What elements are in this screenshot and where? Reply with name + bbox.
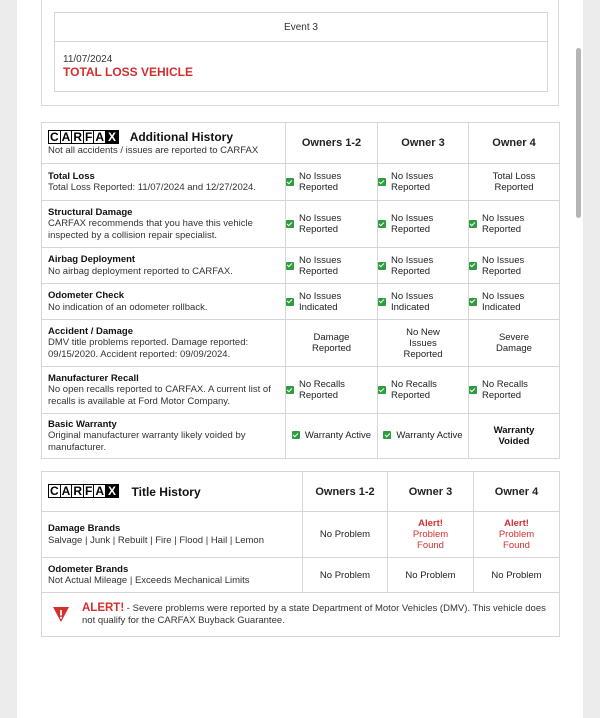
history-cell-text: Total Loss Reported	[492, 171, 536, 193]
history-cell	[378, 367, 469, 414]
history-row-desc: No indication of an odometer rollback.	[48, 301, 208, 313]
alert-label: Alert!	[504, 518, 529, 529]
history-cell	[469, 367, 560, 414]
history-cell	[378, 248, 469, 284]
history-cell	[286, 164, 378, 201]
check-icon	[378, 298, 386, 306]
title-row-title: Odometer Brands	[48, 563, 129, 575]
column-header-owner-4: Owner 4	[469, 123, 560, 164]
history-row	[42, 284, 560, 320]
title-column-owner-4: Owner 4	[474, 472, 560, 512]
history-cell-text: Warranty Active	[396, 429, 463, 441]
title-cell	[303, 558, 388, 593]
check-icon	[469, 386, 477, 394]
scrollbar[interactable]	[576, 48, 581, 218]
title-cell	[388, 558, 474, 593]
history-cell-text: No Issues Reported	[482, 213, 525, 235]
check-icon	[286, 262, 294, 270]
history-row-desc: Total Loss Reported: 11/07/2024 and 12/27/2024.	[48, 182, 256, 193]
title-cell-alert	[474, 512, 560, 558]
history-cell	[378, 414, 469, 459]
event-box	[54, 12, 548, 92]
history-cell-text: Damage Reported	[311, 332, 352, 354]
history-row-title: Accident / Damage	[48, 325, 133, 337]
check-icon	[383, 431, 391, 439]
history-cell-text: Warranty Active	[304, 429, 372, 441]
history-row-title: Structural Damage	[48, 206, 133, 218]
title-cell-text: Problem Found	[498, 529, 535, 551]
history-cell-text: Severe Damage	[496, 332, 532, 354]
history-cell	[378, 164, 469, 201]
history-row	[42, 320, 560, 367]
title-history-header	[42, 472, 303, 512]
event-label: TOTAL LOSS VEHICLE	[63, 65, 194, 79]
title-column-owners-1-2: Owners 1-2	[303, 472, 388, 512]
history-row-title: Manufacturer Recall	[48, 372, 139, 384]
history-cell-text: No Issues Reported	[299, 254, 342, 277]
history-cell	[469, 164, 560, 201]
history-cell	[286, 284, 378, 320]
check-icon	[292, 431, 300, 439]
history-row-title: Total Loss	[48, 170, 95, 182]
title-row-title: Damage Brands	[48, 523, 121, 534]
event-card	[41, 0, 559, 106]
title-cell-text: Problem Found	[412, 529, 449, 551]
check-icon	[469, 298, 477, 306]
history-row-label	[42, 320, 286, 367]
title-cell	[474, 558, 560, 593]
history-row	[42, 201, 560, 248]
history-cell-text: No Issues Reported	[299, 171, 342, 193]
history-row-label	[42, 164, 286, 201]
history-row	[42, 164, 560, 201]
additional-history-header	[42, 123, 286, 164]
history-row-label	[42, 414, 286, 459]
check-icon	[286, 386, 294, 394]
history-row-label	[42, 201, 286, 248]
history-row-desc: DMV title problems reported. Damage reported: 09/15/2020. Accident reported: 09/09/2024.	[48, 337, 249, 360]
event-date: 11/07/2024	[63, 54, 113, 65]
history-row-desc: No airbag deployment reported to CARFAX.	[48, 265, 233, 277]
history-cell-text: No Recalls Reported	[299, 379, 345, 401]
report-page	[17, 0, 583, 718]
history-row-label	[42, 367, 286, 414]
title-column-owner-3: Owner 3	[388, 472, 474, 512]
history-cell-text: No Issues Indicated	[299, 290, 342, 313]
history-cell	[469, 248, 560, 284]
history-row-label	[42, 248, 286, 284]
check-icon	[286, 298, 294, 306]
check-icon	[378, 386, 386, 394]
history-cell-text: Warranty Voided	[493, 425, 535, 447]
history-cell	[378, 284, 469, 320]
check-icon	[286, 220, 294, 228]
title-cell	[303, 512, 388, 558]
column-header-owner-3: Owner 3	[378, 123, 469, 164]
check-icon	[378, 220, 386, 228]
history-row-title: Airbag Deployment	[48, 254, 136, 265]
title-row	[42, 512, 560, 558]
history-cell	[378, 201, 469, 248]
additional-history-title: Additional History	[129, 130, 234, 144]
dmv-alert	[42, 593, 560, 637]
check-icon	[469, 220, 477, 228]
title-cell-text: No Problem	[319, 569, 371, 581]
history-cell	[469, 320, 560, 367]
check-icon	[378, 262, 386, 270]
warning-triangle-icon	[52, 606, 70, 623]
history-cell-text: No Issues Reported	[391, 171, 434, 193]
history-cell-text: No Issues Reported	[299, 213, 342, 235]
carfax-logo: C A R F A X	[48, 484, 119, 498]
title-history-title: Title History	[131, 484, 201, 499]
history-row-title: Odometer Check	[48, 290, 125, 301]
check-icon	[378, 178, 386, 186]
title-cell-alert	[388, 512, 474, 558]
history-cell-text: No Issues Indicated	[482, 290, 525, 313]
column-header-owners-1-2: Owners 1-2	[286, 123, 378, 164]
history-cell	[286, 320, 378, 367]
history-cell	[469, 201, 560, 248]
dmv-alert-text: ALERT! - Severe problems were reported by a state Department of Motor Vehicles (DMV). This vehicle does not qualify for the CARFAX Buyback Guarantee.	[82, 602, 546, 626]
title-row-label	[42, 512, 303, 558]
history-row-title: Basic Warranty	[48, 418, 117, 430]
title-history-table	[41, 471, 560, 637]
history-cell-text: No Issues Indicated	[391, 290, 434, 313]
history-cell	[286, 367, 378, 414]
history-row-desc: CARFAX recommends that you have this vehicle inspected by a collision repair specialist.	[48, 218, 253, 241]
title-cell-text: No Problem	[319, 529, 371, 540]
title-row-label	[42, 558, 303, 593]
title-row-desc: Not Actual Mileage | Exceeds Mechanical Limits	[48, 575, 250, 586]
history-cell-text: No Recalls Reported	[391, 379, 437, 401]
history-row-desc: Original manufacturer warranty likely voided by manufacturer.	[48, 430, 246, 453]
history-row	[42, 367, 560, 414]
additional-history-table	[41, 122, 560, 459]
history-row-desc: No open recalls reported to CARFAX. A current list of recalls is available at Ford Motor Company.	[48, 384, 271, 407]
history-cell	[286, 201, 378, 248]
history-cell	[378, 320, 469, 367]
history-cell-text: No Recalls Reported	[482, 379, 528, 401]
history-cell-text: No Issues Reported	[391, 213, 434, 235]
history-cell	[469, 284, 560, 320]
history-cell	[286, 414, 378, 459]
history-cell-text: No New Issues Reported	[403, 326, 443, 360]
additional-history-subtitle: Not all accidents / issues are reported to CARFAX	[48, 145, 259, 156]
check-icon	[469, 262, 477, 270]
history-row-label	[42, 284, 286, 320]
alert-label: Alert!	[418, 518, 443, 529]
history-cell-text: No Issues Reported	[482, 254, 525, 277]
history-cell	[286, 248, 378, 284]
history-cell	[469, 414, 560, 459]
title-row	[42, 558, 560, 593]
history-row	[42, 248, 560, 284]
title-cell-text: No Problem	[405, 569, 456, 581]
history-cell-text: No Issues Reported	[391, 254, 434, 277]
title-cell-text: No Problem	[491, 569, 542, 581]
history-row	[42, 414, 560, 459]
check-icon	[286, 178, 294, 186]
carfax-logo: C A R F A X	[48, 130, 119, 144]
event-title: Event 3	[55, 13, 547, 42]
title-row-desc: Salvage | Junk | Rebuilt | Fire | Flood | Hail | Lemon	[48, 534, 264, 546]
